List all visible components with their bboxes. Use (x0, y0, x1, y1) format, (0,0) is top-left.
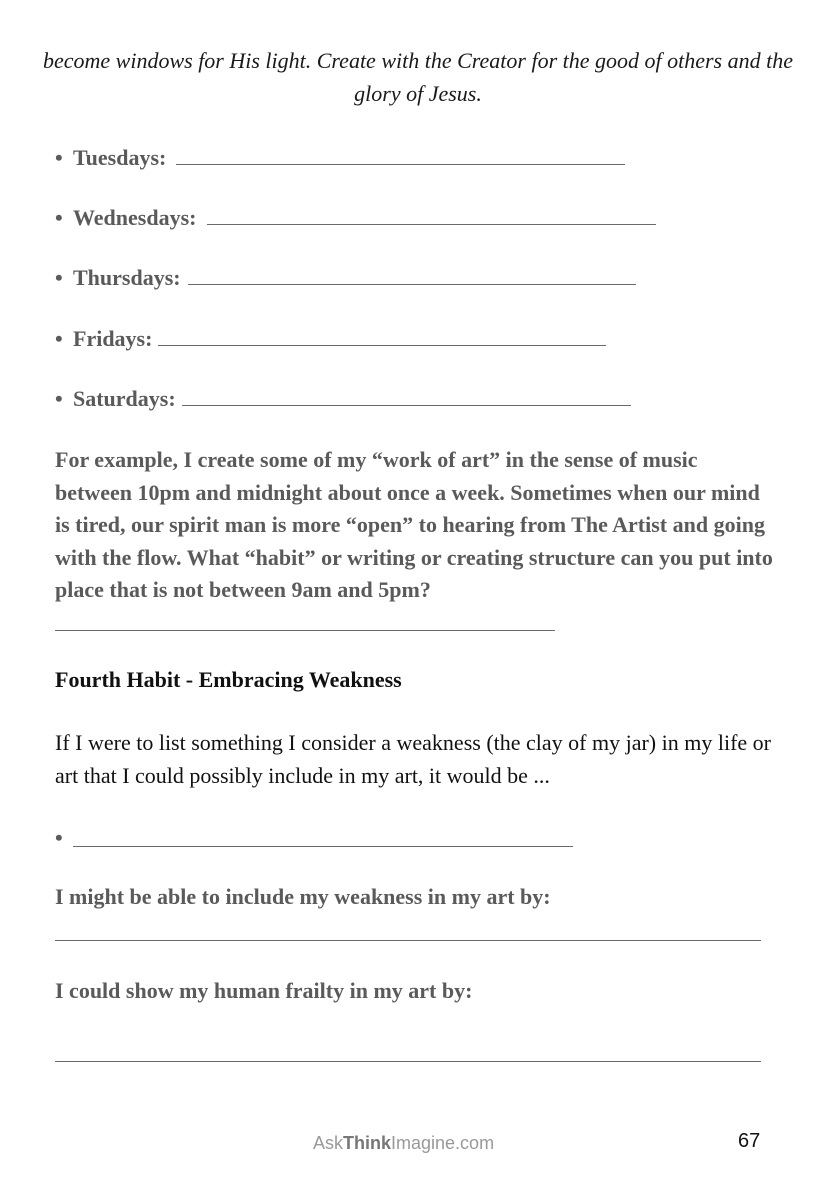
weakness-fill-line[interactable] (73, 846, 573, 847)
day-label: Thursdays: (73, 265, 181, 290)
weakness-bullet (55, 823, 73, 853)
friday-fill-line[interactable] (158, 345, 606, 346)
bullet-icon: • (55, 205, 63, 230)
site-part-imagine: Imagine.com (391, 1133, 495, 1153)
site-part-think: Think (343, 1133, 392, 1153)
tuesday-fill-line[interactable] (176, 164, 625, 165)
bullet-icon: • (55, 326, 63, 351)
day-label: Fridays: (73, 326, 153, 351)
day-item-thursday (55, 263, 181, 293)
day-label: Tuesdays: (73, 145, 167, 170)
intro-quote: become windows for His light. Create with the Creator for the good of others and the glory of Jesus. (42, 48, 793, 106)
thursday-fill-line[interactable] (188, 284, 636, 285)
human-frailty-prompt: I could show my human frailty in my art by: (55, 978, 473, 1003)
saturday-fill-line[interactable] (182, 405, 631, 406)
day-label: Wednesdays: (73, 205, 197, 230)
include-weakness-answer-line[interactable] (55, 940, 761, 941)
wednesday-fill-line[interactable] (207, 224, 656, 225)
day-item-tuesday (55, 143, 166, 173)
include-weakness-prompt: I might be able to include my weakness in my art by: (55, 884, 551, 909)
bullet-icon: • (55, 265, 63, 290)
page-number: 67 (738, 1130, 761, 1152)
day-label: Saturdays: (73, 386, 176, 411)
day-item-saturday (55, 384, 176, 414)
day-item-friday (55, 324, 152, 354)
bullet-icon: • (55, 386, 63, 411)
site-part-ask: Ask (313, 1133, 344, 1153)
section-heading: Fourth Habit - Embracing Weakness (55, 667, 402, 692)
bullet-icon: • (55, 825, 63, 850)
bullet-icon: • (55, 145, 63, 170)
day-item-wednesday (55, 203, 196, 233)
human-frailty-answer-line[interactable] (55, 1061, 761, 1062)
weakness-paragraph: If I were to list something I consider a weakness (the clay of my jar) in my life or art that I could possibly include in my art, it would be ... (55, 730, 771, 788)
footer-website (313, 1133, 494, 1154)
example-paragraph: For example, I create some of my “work of art” in the sense of music between 10pm and midnight about once a week. Sometimes when our mind is tired, our spirit man is more “open” to hearing from The Artist and going with the flow. What “habit” or writing or creating structure can you put into place that is not between 9am and 5pm? (55, 447, 773, 602)
habit-answer-line[interactable] (55, 630, 555, 631)
